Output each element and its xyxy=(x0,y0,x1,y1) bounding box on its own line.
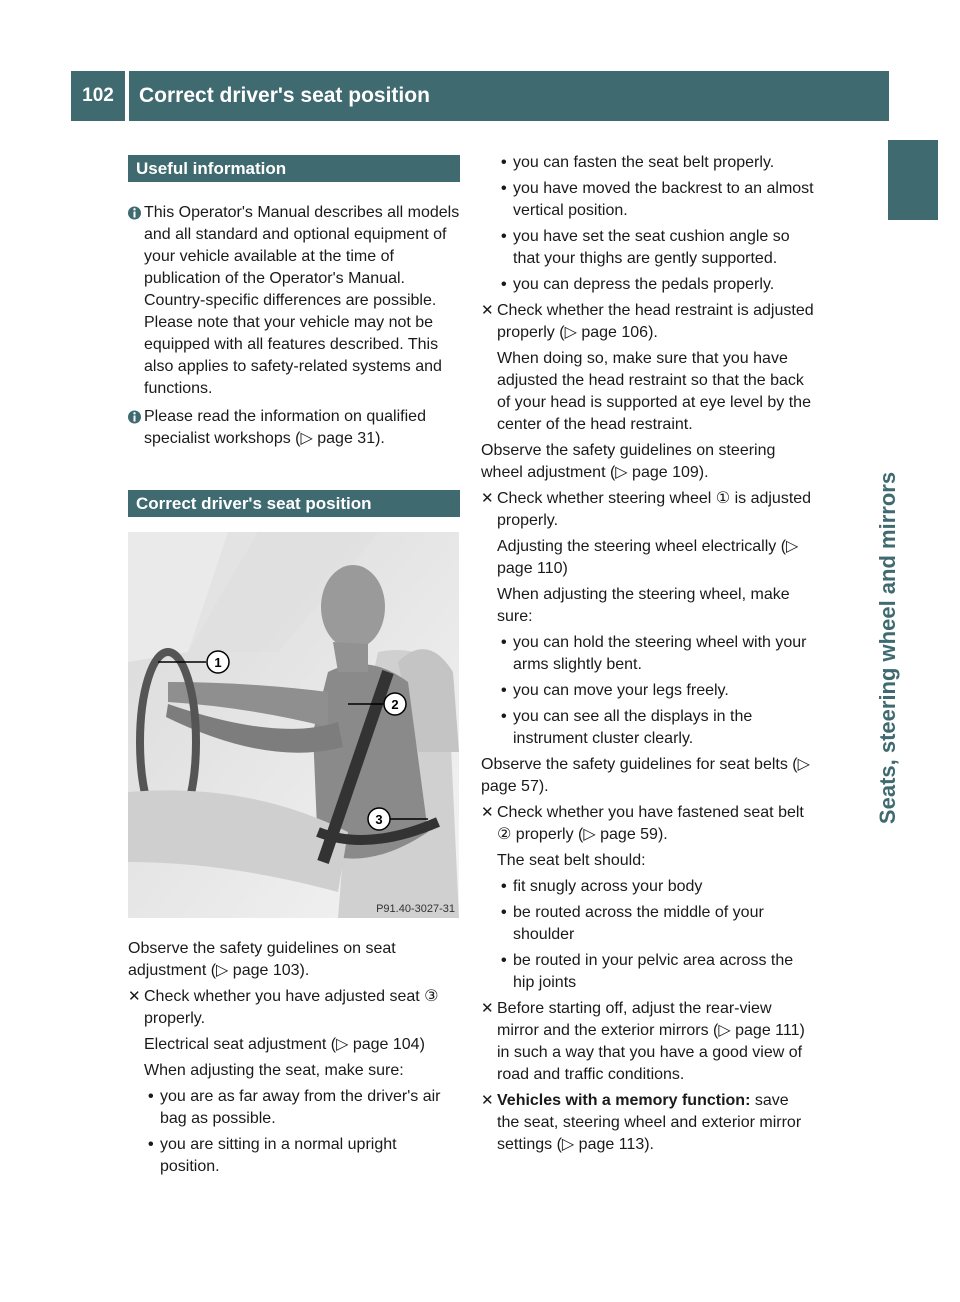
driver-seat-illustration xyxy=(128,532,459,918)
list-item xyxy=(481,632,815,676)
step-detail: When adjusting the steering wheel, make sure: xyxy=(497,586,790,625)
instruction-step xyxy=(481,1090,815,1156)
step-text: Before starting off, adjust the rear-view mirror and the exterior mirrors (▷ page 111) in such a way that you have a good view of road and traffic conditions. xyxy=(497,1000,805,1083)
list-item-text: you are sitting in a normal upright position. xyxy=(160,1136,397,1175)
step-detail: The seat belt should: xyxy=(497,852,646,869)
chapter-side-title: Seats, steering wheel and mirrors xyxy=(875,471,900,825)
step-arrow-icon: ✕ xyxy=(481,1092,494,1109)
list-item-text: you can fasten the seat belt properly. xyxy=(513,154,775,171)
list-item-text: be routed across the middle of your shoulder xyxy=(513,904,764,943)
page-number: 102 xyxy=(71,71,125,121)
list-item xyxy=(481,876,815,898)
paragraph: Observe the safety guidelines on seat adjustment (▷ page 103). xyxy=(128,940,396,979)
instruction-step xyxy=(481,998,815,1086)
step-detail: When doing so, make sure that you have adjusted the head restraint so that the back of your head is supported at eye level by the center of the head restraint. xyxy=(497,350,811,433)
callout-2: 2 xyxy=(391,697,399,712)
list-item xyxy=(481,706,815,750)
bullet-icon: • xyxy=(501,904,507,921)
driver-illustration xyxy=(128,532,459,918)
bullet-icon: • xyxy=(501,276,507,293)
list-item xyxy=(481,226,815,270)
instruction-step xyxy=(481,802,815,846)
bullet-icon: • xyxy=(501,708,507,725)
list-item-text: you are as far away from the driver's air bag as possible. xyxy=(160,1088,441,1127)
side-tab-block xyxy=(888,140,938,220)
list-item xyxy=(481,274,815,296)
list-item xyxy=(481,680,815,702)
list-item-text: you have moved the backrest to an almost vertical position. xyxy=(513,180,814,219)
right-column xyxy=(481,152,815,1160)
instruction-step xyxy=(481,488,815,532)
step-arrow-icon: ✕ xyxy=(481,302,494,319)
info-text: This Operator's Manual describes all models and all standard and optional equipment of your vehicle available at the time of publication of the Operator's Manual. Country-specific differences are possible. Please note that your vehicle may not be equipped with all features described. This also applies to safety-related systems and functions. xyxy=(144,204,460,397)
list-item xyxy=(481,178,815,222)
bullet-icon: • xyxy=(501,154,507,171)
bullet-icon: • xyxy=(501,634,507,651)
list-item-text: you can depress the pedals properly. xyxy=(513,276,775,293)
step-arrow-icon: ✕ xyxy=(481,804,494,821)
callout-1: 1 xyxy=(214,655,222,670)
list-item-text: you can hold the steering wheel with your arms slightly bent. xyxy=(513,634,807,673)
step-text: Check whether you have fastened seat belt ② properly (▷ page 59). xyxy=(497,804,804,843)
bullet-icon: • xyxy=(501,878,507,895)
step-text: Check whether you have adjusted seat ③ properly. xyxy=(144,988,439,1027)
step-detail: When adjusting the seat, make sure: xyxy=(144,1062,404,1079)
bullet-icon: • xyxy=(148,1088,154,1105)
callout-3: 3 xyxy=(375,812,383,827)
info-text: Please read the information on qualified specialist workshops (▷ page 31). xyxy=(144,408,426,447)
step-bold-label: Vehicles with a memory function: xyxy=(497,1092,751,1109)
step-text: Check whether the head restraint is adjusted properly (▷ page 106). xyxy=(497,302,814,341)
bullet-icon: • xyxy=(501,682,507,699)
list-item-text: be routed in your pelvic area across the hip joints xyxy=(513,952,794,991)
step-arrow-icon: ✕ xyxy=(128,988,141,1005)
list-item xyxy=(128,1134,460,1178)
bullet-icon: • xyxy=(501,228,507,245)
page-header xyxy=(71,71,889,121)
step-detail: Adjusting the steering wheel electrically (▷ page 110) xyxy=(497,538,799,577)
step-arrow-icon: ✕ xyxy=(481,1000,494,1017)
bullet-icon: • xyxy=(148,1136,154,1153)
list-item xyxy=(481,152,815,174)
step-detail: Electrical seat adjustment (▷ page 104) xyxy=(144,1036,425,1053)
section-heading-seat-position: Correct driver's seat position xyxy=(128,490,460,517)
list-item-text: you can see all the displays in the instrument cluster clearly. xyxy=(513,708,753,747)
instruction-step xyxy=(481,300,815,344)
step-arrow-icon: ✕ xyxy=(481,490,494,507)
bullet-icon: • xyxy=(501,952,507,969)
list-item xyxy=(481,950,815,994)
info-note xyxy=(128,202,460,400)
list-item-text: you have set the seat cushion angle so that your thighs are gently supported. xyxy=(513,228,790,267)
list-item xyxy=(481,902,815,946)
paragraph: Observe the safety guidelines on steering wheel adjustment (▷ page 109). xyxy=(481,442,776,481)
paragraph: Observe the safety guidelines for seat belts (▷ page 57). xyxy=(481,756,810,795)
info-note xyxy=(128,406,460,450)
figure-code: P91.40-3027-31 xyxy=(376,903,455,915)
list-item xyxy=(128,1086,460,1130)
left-column xyxy=(128,155,460,1182)
bullet-icon: • xyxy=(501,180,507,197)
list-item-text: you can move your legs freely. xyxy=(513,682,729,699)
info-icon xyxy=(128,205,141,221)
info-icon xyxy=(128,409,141,425)
instruction-step xyxy=(128,986,460,1030)
section-heading-useful-information: Useful information xyxy=(128,155,460,182)
step-text: save the seat, steering wheel and exterior mirror settings (▷ page 113). xyxy=(497,1092,802,1153)
page-title: Correct driver's seat position xyxy=(129,71,889,121)
list-item-text: fit snugly across your body xyxy=(513,878,703,895)
step-text: Check whether steering wheel ① is adjusted properly. xyxy=(497,490,812,529)
